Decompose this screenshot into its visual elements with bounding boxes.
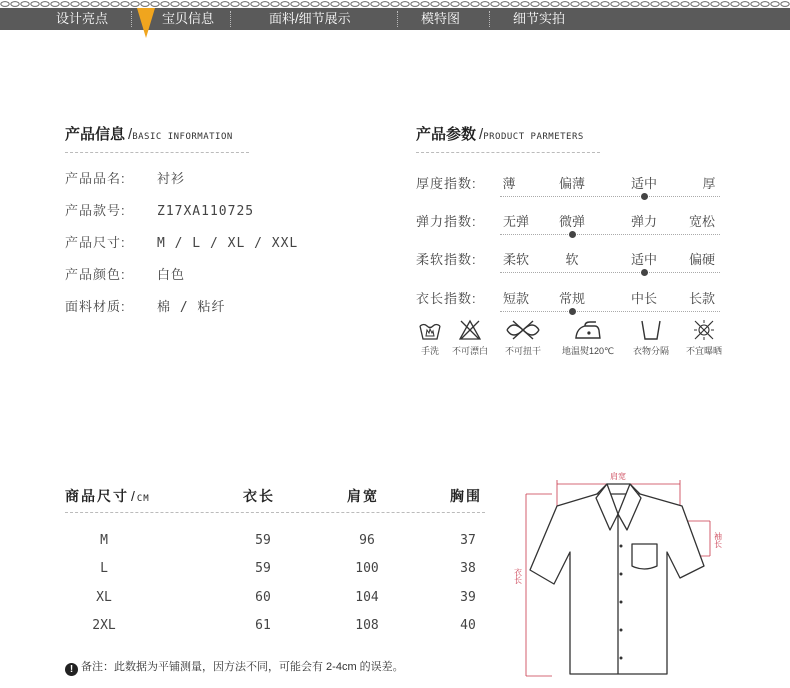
info-row-color <box>65 264 185 283</box>
param-option: 偏硬 <box>688 252 716 267</box>
param-scale-line <box>500 272 720 273</box>
col-header-shoulder: 肩宽 <box>347 488 379 504</box>
param-option: 适中 <box>630 252 658 267</box>
param-scale-line <box>500 234 720 235</box>
value-cell: 38 <box>460 561 476 576</box>
param-selected-dot <box>641 193 648 200</box>
sleeve-label: 袖长 <box>713 532 723 548</box>
care-low-iron <box>562 318 614 357</box>
nav-tab-model[interactable]: 模特图 <box>421 11 461 26</box>
care-label: 手洗 <box>420 346 439 356</box>
care-separate-wash <box>633 318 669 357</box>
info-row-size <box>65 232 298 251</box>
param-option: 薄 <box>502 176 516 191</box>
divider <box>416 152 600 153</box>
info-value: 白色 <box>157 268 186 283</box>
low-iron-icon <box>573 318 603 342</box>
nav-tab-design[interactable]: 设计亮点 <box>56 11 109 26</box>
size-cell: L <box>100 561 108 576</box>
param-option: 短款 <box>502 291 530 306</box>
param-option: 微弹 <box>558 214 586 229</box>
divider <box>65 152 249 153</box>
care-label: 衣物分隔 <box>632 346 670 356</box>
info-value: 棉 / 粘纤 <box>157 300 226 315</box>
care-hand-wash <box>417 318 443 357</box>
value-cell: 37 <box>460 533 476 548</box>
info-label: 产品颜色: <box>65 267 126 282</box>
param-label-elasticity: 弹力指数: <box>416 214 477 229</box>
param-label-softness: 柔软指数: <box>416 252 477 267</box>
param-option: 无弹 <box>502 214 530 229</box>
info-label: 产品品名: <box>65 171 126 186</box>
col-header-length: 衣长 <box>243 488 275 504</box>
info-label: 产品尺寸: <box>65 235 126 250</box>
param-option: 常规 <box>558 291 586 306</box>
nav-separator <box>397 11 398 27</box>
product-params-title: 产品参数 <box>416 126 477 143</box>
care-no-bleach <box>452 318 488 357</box>
param-label-thickness: 厚度指数: <box>416 176 477 191</box>
length-label: 衣长 <box>513 568 523 584</box>
param-option: 软 <box>565 252 579 267</box>
divider <box>65 512 485 513</box>
param-selected-dot <box>569 308 576 315</box>
active-tab-arrow-icon <box>137 8 155 38</box>
product-info-title-en: BASIC INFORMATION <box>132 132 233 142</box>
care-label: 不宜曝晒 <box>685 346 723 356</box>
nav-tab-fabric[interactable]: 面料/细节展示 <box>269 11 351 26</box>
no-bleach-icon <box>457 318 483 342</box>
info-row-sku <box>65 200 254 219</box>
param-selected-dot <box>641 269 648 276</box>
exclamation-icon: ! <box>65 663 78 676</box>
param-scale-line <box>500 311 720 312</box>
param-option: 宽松 <box>688 214 716 229</box>
param-option: 中长 <box>630 291 658 306</box>
info-value: M / L / XL / XXL <box>157 236 299 251</box>
value-cell: 96 <box>359 533 375 548</box>
param-option: 弹力 <box>630 214 658 229</box>
value-cell: 59 <box>255 561 271 576</box>
care-label: 地温熨120℃ <box>561 346 615 356</box>
nav-separator <box>489 11 490 27</box>
shirt-outline <box>530 484 704 674</box>
separate-wash-icon <box>636 318 666 342</box>
info-label: 面料材质: <box>65 299 126 314</box>
product-params-heading: 产品参数 /PRODUCT PARMETERS <box>416 126 584 143</box>
shirt-measurement-diagram <box>512 466 737 681</box>
param-option: 长款 <box>688 291 716 306</box>
param-option: 柔软 <box>502 252 530 267</box>
info-value: 衬衫 <box>157 172 186 187</box>
size-table-unit: CM <box>136 494 150 504</box>
size-table-heading: 商品尺寸 /CM <box>65 488 150 504</box>
size-cell: 2XL <box>92 618 116 633</box>
size-cell: XL <box>96 590 112 605</box>
param-selected-dot <box>569 231 576 238</box>
value-cell: 108 <box>355 618 379 633</box>
nav-separator <box>131 11 132 27</box>
info-row-material <box>65 296 225 315</box>
param-option: 偏薄 <box>558 176 586 191</box>
shoulder-label: 肩宽 <box>610 472 626 481</box>
size-cell: M <box>100 533 108 548</box>
product-params-title-en: PRODUCT PARMETERS <box>483 132 584 142</box>
care-no-wring <box>503 318 543 357</box>
no-wring-icon <box>503 318 543 342</box>
info-label: 产品款号: <box>65 203 126 218</box>
value-cell: 104 <box>355 590 379 605</box>
product-info-heading: 产品信息 /BASIC INFORMATION <box>65 126 233 143</box>
value-cell: 59 <box>255 533 271 548</box>
param-scale-line <box>500 196 720 197</box>
param-option: 厚 <box>702 176 716 191</box>
nav-bar <box>0 8 790 30</box>
note-text: 备注：此数据为平铺测量，因方法不同，可能会有 2-4cm 的误差。 <box>81 661 404 673</box>
measurement-note <box>65 658 404 676</box>
info-value: Z17XA110725 <box>157 204 255 219</box>
care-label: 不可扭干 <box>504 346 541 356</box>
info-row-name <box>65 168 185 187</box>
size-table-title: 商品尺寸 <box>65 488 129 504</box>
care-label: 不可漂白 <box>451 346 489 356</box>
care-no-sun <box>686 318 722 357</box>
value-cell: 40 <box>460 618 476 633</box>
hand-wash-icon <box>417 318 443 342</box>
col-header-chest: 胸围 <box>450 488 482 504</box>
value-cell: 61 <box>255 618 271 633</box>
param-label-length: 衣长指数: <box>416 291 477 306</box>
product-info-title: 产品信息 <box>65 126 126 143</box>
value-cell: 39 <box>460 590 476 605</box>
value-cell: 100 <box>355 561 379 576</box>
nav-separator <box>230 11 231 27</box>
no-sun-icon <box>691 318 717 342</box>
param-option: 适中 <box>630 176 658 191</box>
nav-tab-product-info[interactable]: 宝贝信息 <box>162 11 215 26</box>
nav-tab-detail-photos[interactable]: 细节实拍 <box>513 11 566 26</box>
top-decorative-border <box>0 0 790 8</box>
value-cell: 60 <box>255 590 271 605</box>
